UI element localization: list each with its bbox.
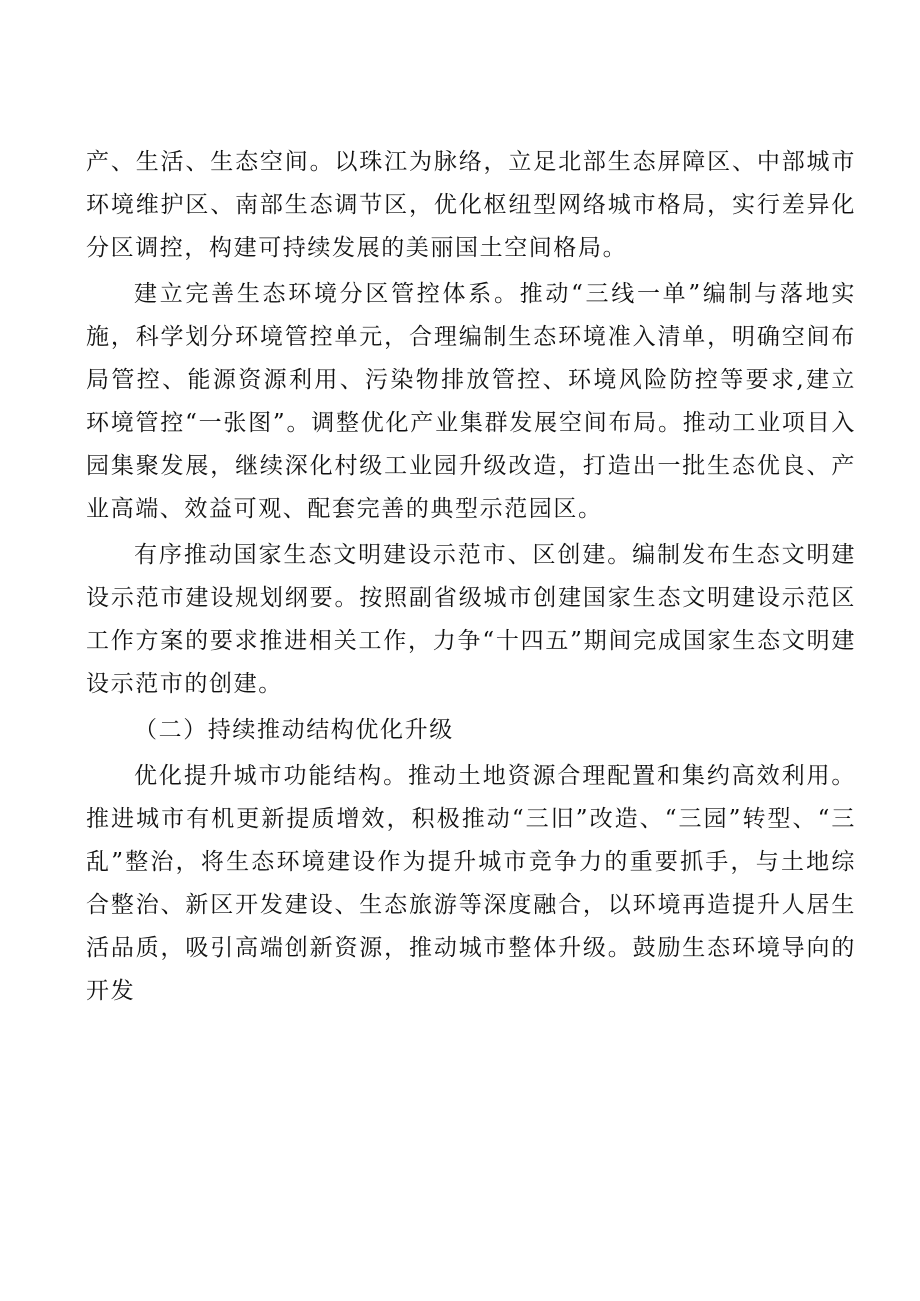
section-heading: （二）持续推动结构优化升级 — [134, 717, 454, 743]
paragraph-zoning-control: 建立完善生态环境分区管控体系。推动“三线一单”编制与落地实施，科学划分环境管控单元，合理编制生态环境准入清单，明确空间布局管控、能源资源利用、污染物排放管控、环境风险防控等要求,建立环境管控“一张图”。调整优化产业集群发展空间布局。推动工业项目入园集聚发展，继续深化村级工业园升级改造，打造出一批生态优良、产业高端、效益可观、配套完善的典型示范园区。 — [86, 281, 856, 522]
paragraph-spatial-pattern: 产、生活、生态空间。以珠江为脉络，立足北部生态屏障区、中部城市环境维护区、南部生态调节区，优化枢纽型网络城市格局，实行差异化分区调控，构建可持续发展的美丽国土空间格局。 — [86, 149, 856, 261]
document-body — [86, 141, 856, 1013]
paragraph-urban-function: 优化提升城市功能结构。推动土地资源合理配置和集约高效利用。推进城市有机更新提质增效，积极推动“三旧”改造、“三园”转型、“三乱”整治，将生态环境建设作为提升城市竞争力的重要抓手，与土地综合整治、新区开发建设、生态旅游等深度融合，以环境再造提升人居生活品质，吸引高端创新资源，推动城市整体升级。鼓励生态环境导向的开发 — [86, 763, 856, 1004]
paragraph-demonstration-city: 有序推动国家生态文明建设示范市、区创建。编制发布生态文明建设示范市建设规划纲要。按照副省级城市创建国家生态文明建设示范区工作方案的要求推进相关工作，力争“十四五”期间完成国家生态文明建设示范市的创建。 — [86, 542, 856, 697]
